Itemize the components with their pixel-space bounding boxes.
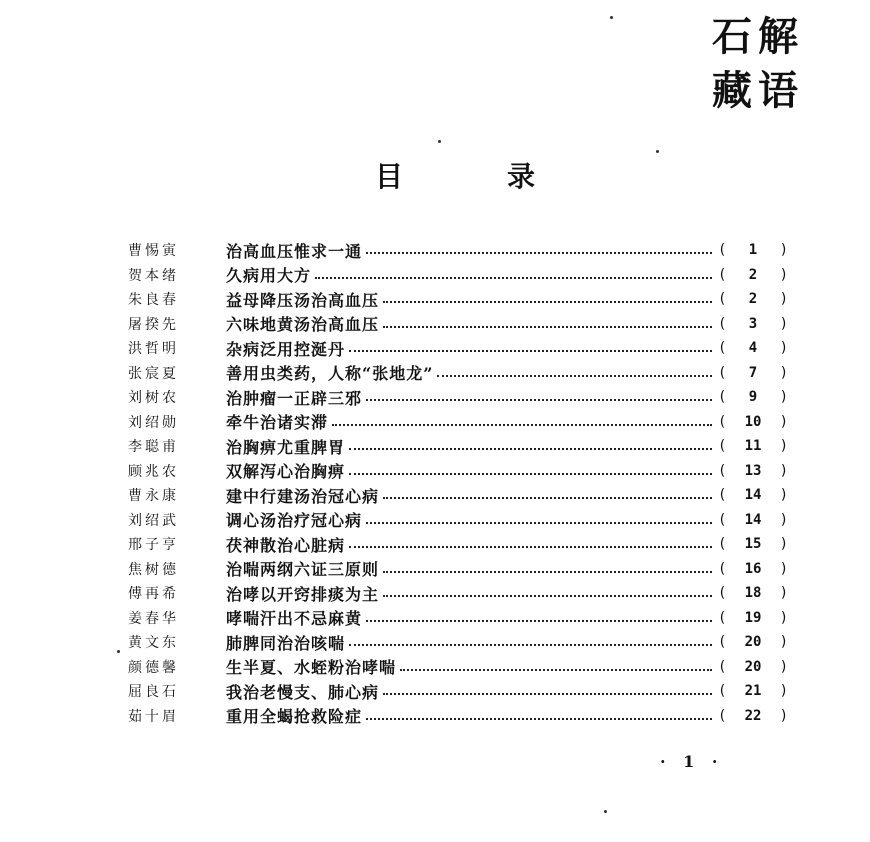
toc-entry-leader-dots [383, 326, 712, 328]
toc-entry [128, 655, 788, 680]
toc-heading [375, 155, 535, 195]
toc-entry-page-close-paren: ) [779, 462, 788, 479]
toc-entry-author: 曹永康 [128, 488, 179, 505]
toc-entry-page-number: 4 [748, 340, 758, 357]
toc-entry-page-close-paren: ) [779, 291, 788, 308]
toc-entry-title: 哮喘汗出不忌麻黄 [226, 609, 363, 629]
toc-entry-page [718, 316, 788, 332]
toc-entry [128, 581, 788, 606]
toc-entry-page-open-paren: ( [718, 340, 727, 357]
scan-speck [656, 150, 659, 153]
toc-entry-page [718, 487, 788, 503]
side-title-line-2-text: 藏语 [712, 67, 804, 114]
toc-entry-page-close-paren: ) [779, 683, 788, 700]
toc-entry-page-close-paren: ) [779, 536, 788, 553]
toc-entry [128, 606, 788, 631]
toc-entry-author: 刘树农 [128, 390, 179, 407]
toc-entry-page-close-paren: ) [779, 364, 788, 381]
toc-entry-page-close-paren: ) [779, 634, 788, 651]
toc-entry-title: 治哮以开窍排痰为主 [226, 584, 380, 604]
toc-entry-page [718, 683, 788, 699]
toc-entry-title: 治喘两纲六证三原则 [226, 560, 380, 580]
toc-entry-page [718, 242, 788, 258]
toc-entry-title: 牵牛治诸实滞 [226, 413, 329, 433]
toc-entry-title: 茯神散治心脏病 [226, 535, 346, 555]
toc-entry-page-close-paren: ) [779, 511, 788, 528]
toc-entry-page-open-paren: ( [718, 511, 727, 528]
toc-entry-page-close-paren: ) [779, 438, 788, 455]
toc-entry-leader-dots [366, 718, 712, 720]
toc-entry-page-close-paren: ) [779, 266, 788, 283]
toc-entry-page-open-paren: ( [718, 683, 727, 700]
toc-entry [128, 630, 788, 655]
toc-entry-title: 生半夏、水蛭粉治哮喘 [226, 658, 397, 678]
toc-entry [128, 532, 788, 557]
toc-entry [128, 361, 788, 386]
scan-speck [610, 16, 613, 19]
toc-entry-leader-dots [349, 644, 712, 646]
toc-entry-page-number: 1 [748, 242, 758, 259]
toc-entry [128, 679, 788, 704]
scan-speck [438, 140, 441, 143]
book-side-title [712, 10, 832, 118]
toc-entry-page-number: 15 [744, 536, 762, 553]
toc-entry-page-close-paren: ) [779, 658, 788, 675]
toc-entry-page-number: 2 [748, 291, 758, 308]
toc-entry-leader-dots [383, 301, 712, 303]
toc-entry-page-close-paren: ) [779, 609, 788, 626]
toc-entry-page-close-paren: ) [779, 413, 788, 430]
toc-entry-leader-dots [366, 399, 712, 401]
toc-entry-page-close-paren: ) [779, 340, 788, 357]
toc-entry-page [718, 659, 788, 675]
toc-entry-author: 屈良石 [128, 684, 179, 701]
toc-entry-page-close-paren: ) [779, 487, 788, 504]
toc-entry-page [718, 291, 788, 307]
toc-entry-author: 李聪甫 [128, 439, 179, 456]
toc-entry-leader-dots [383, 497, 712, 499]
toc-entry-author: 颜德馨 [128, 659, 179, 676]
toc-heading-char-1: 目 [375, 160, 404, 193]
toc-entry-leader-dots [400, 669, 712, 671]
toc-entry-page-number: 10 [744, 413, 762, 430]
toc-entry [128, 336, 788, 361]
toc-entry-page-number: 20 [744, 658, 762, 675]
toc-entry-page-open-paren: ( [718, 364, 727, 381]
toc-entry-title: 双解泻心治胸痹 [226, 462, 346, 482]
toc-entry-page-close-paren: ) [779, 585, 788, 602]
toc-entry [128, 287, 788, 312]
toc-entry-page-open-paren: ( [718, 462, 727, 479]
toc-entry-page-open-paren: ( [718, 658, 727, 675]
toc-entry-page [718, 536, 788, 552]
toc-entry-leader-dots [315, 277, 712, 279]
table-of-contents [128, 238, 788, 728]
toc-entry-page-open-paren: ( [718, 487, 727, 504]
toc-entry-author: 洪哲明 [128, 341, 179, 358]
toc-entry-page-number: 9 [748, 389, 758, 406]
toc-entry-page-open-paren: ( [718, 266, 727, 283]
toc-entry [128, 483, 788, 508]
toc-entry-page-number: 13 [744, 462, 762, 479]
toc-entry-page [718, 414, 788, 430]
toc-entry [128, 263, 788, 288]
toc-entry-leader-dots [332, 424, 712, 426]
toc-entry-leader-dots [383, 571, 712, 573]
toc-entry-page-number: 2 [748, 266, 758, 283]
scan-speck [604, 810, 607, 813]
toc-entry-title: 治高血压惟求一通 [226, 241, 363, 261]
toc-entry-page-open-paren: ( [718, 634, 727, 651]
toc-entry-page [718, 634, 788, 650]
scan-speck [117, 650, 120, 653]
toc-entry-page [718, 512, 788, 528]
toc-entry-leader-dots [383, 693, 712, 695]
toc-entry-leader-dots [383, 595, 712, 597]
toc-heading-char-2: 录 [506, 160, 535, 193]
toc-entry-title: 肺脾同治治咳喘 [226, 633, 346, 653]
toc-entry [128, 459, 788, 484]
toc-entry-title: 治胸痹尤重脾胃 [226, 437, 346, 457]
toc-entry-author: 顾兆农 [128, 463, 179, 480]
toc-entry-page-close-paren: ) [779, 707, 788, 724]
toc-entry-title: 久病用大方 [226, 266, 312, 286]
toc-entry-page-close-paren: ) [779, 560, 788, 577]
toc-entry-title: 治肿瘤一正辟三邪 [226, 388, 363, 408]
toc-entry-page-number: 7 [748, 364, 758, 381]
toc-entry-author: 刘绍武 [128, 512, 179, 529]
toc-entry-title: 重用全蝎抢救险症 [226, 707, 363, 727]
toc-entry-page-open-paren: ( [718, 413, 727, 430]
toc-entry-title: 我治老慢支、肺心病 [226, 682, 380, 702]
toc-entry-author: 姜春华 [128, 610, 179, 627]
toc-entry-page-close-paren: ) [779, 389, 788, 406]
toc-entry-page-close-paren: ) [779, 242, 788, 259]
toc-entry-page-number: 21 [744, 683, 762, 700]
toc-entry-page-open-paren: ( [718, 315, 727, 332]
toc-entry-title: 建中行建汤治冠心病 [226, 486, 380, 506]
toc-entry-leader-dots [349, 350, 712, 352]
toc-entry-page-open-paren: ( [718, 438, 727, 455]
toc-entry-page-number: 19 [744, 609, 762, 626]
toc-entry-author: 黄文东 [128, 635, 179, 652]
toc-entry-page-open-paren: ( [718, 707, 727, 724]
toc-entry [128, 434, 788, 459]
toc-entry-page [718, 267, 788, 283]
toc-entry [128, 385, 788, 410]
toc-entry-page [718, 561, 788, 577]
toc-entry-title: 六味地黄汤治高血压 [226, 315, 380, 335]
toc-entry-page-open-paren: ( [718, 560, 727, 577]
toc-entry [128, 704, 788, 729]
toc-entry-author: 邢子亨 [128, 537, 179, 554]
toc-entry [128, 312, 788, 337]
toc-entry-page [718, 438, 788, 454]
toc-entry-page-open-paren: ( [718, 609, 727, 626]
toc-entry-page-open-paren: ( [718, 389, 727, 406]
toc-entry-page-number: 14 [744, 487, 762, 504]
toc-entry [128, 508, 788, 533]
toc-entry [128, 557, 788, 582]
toc-entry-page [718, 340, 788, 356]
toc-entry-page [718, 585, 788, 601]
toc-entry [128, 410, 788, 435]
side-title-line-2 [712, 64, 832, 118]
toc-entry-author: 傅再希 [128, 586, 179, 603]
toc-entry-page-number: 14 [744, 511, 762, 528]
toc-entry-leader-dots [349, 473, 712, 475]
toc-entry-leader-dots [349, 546, 712, 548]
toc-entry-page [718, 389, 788, 405]
toc-entry-title: 调心汤治疗冠心病 [226, 511, 363, 531]
toc-entry-page-open-paren: ( [718, 291, 727, 308]
toc-entry-author: 张宸夏 [128, 365, 179, 382]
toc-entry-page [718, 463, 788, 479]
toc-entry-page-number: 11 [744, 438, 762, 455]
toc-entry-page-open-paren: ( [718, 536, 727, 553]
toc-entry-page [718, 610, 788, 626]
page-number: · 1 · [660, 752, 724, 771]
toc-entry-title: 杂病泛用控涎丹 [226, 339, 346, 359]
toc-entry-page-number: 16 [744, 560, 762, 577]
toc-entry-author: 茹十眉 [128, 708, 179, 725]
toc-entry-page-number: 3 [748, 315, 758, 332]
toc-entry-leader-dots [349, 448, 712, 450]
toc-entry [128, 238, 788, 263]
toc-entry-page [718, 708, 788, 724]
toc-entry-title: 善用虫类药，人称“张地龙” [226, 364, 434, 384]
side-title-line-1 [712, 10, 832, 64]
toc-entry-page-number: 22 [744, 707, 762, 724]
toc-entry-author: 焦树德 [128, 561, 179, 578]
toc-entry-page-number: 18 [744, 585, 762, 602]
toc-entry-page-close-paren: ) [779, 315, 788, 332]
toc-entry-author: 刘绍勋 [128, 414, 179, 431]
toc-entry-leader-dots [437, 375, 712, 377]
toc-entry-page-number: 20 [744, 634, 762, 651]
toc-entry-page [718, 365, 788, 381]
toc-entry-author: 朱良春 [128, 292, 179, 309]
toc-entry-leader-dots [366, 620, 712, 622]
toc-entry-page-open-paren: ( [718, 585, 727, 602]
toc-entry-title: 益母降压汤治高血压 [226, 290, 380, 310]
toc-entry-author: 贺本绪 [128, 267, 179, 284]
toc-entry-author: 屠揆先 [128, 316, 179, 333]
side-title-line-1-text: 石解 [712, 13, 804, 60]
toc-entry-author: 曹惕寅 [128, 243, 179, 260]
toc-entry-leader-dots [366, 252, 712, 254]
toc-entry-leader-dots [366, 522, 712, 524]
toc-entry-page-open-paren: ( [718, 242, 727, 259]
